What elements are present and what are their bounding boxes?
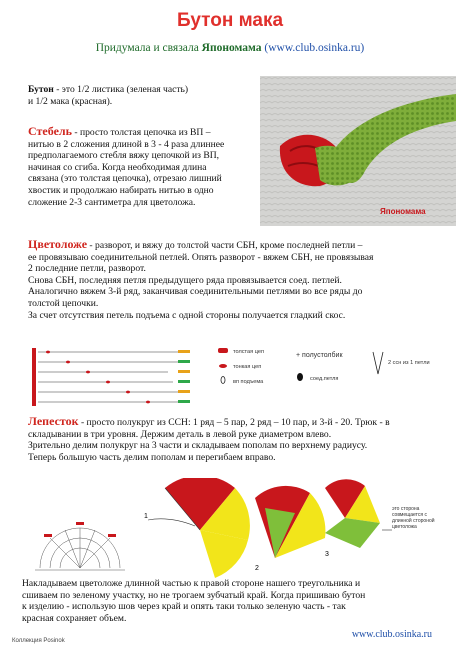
- fold-step-3: [325, 479, 392, 558]
- subtitle-author: Япономама: [201, 42, 262, 54]
- legend-vp: вп подъема: [233, 379, 264, 385]
- receptacle-section: [28, 239, 458, 321]
- intro-line1: - это 1/2 листика (зеленая часть): [53, 84, 189, 95]
- stem-line-1: нитью в 2 сложения длиной в 3 - 4 раза длиннее: [28, 138, 225, 150]
- receptacle-line-4: Аналогично вяжем 3-й ряд, заканчивая соединительными петлями во все ряды до: [28, 286, 363, 298]
- legend-thick: толстая цеп: [233, 349, 265, 355]
- stem-line-4: связана (это толстая цепочка), отрезаю лишний: [28, 173, 222, 185]
- closing-line-1: сшиваем по зеленому участку, но не трогаем зубчатый край. Когда пришиваю бутон: [22, 589, 366, 601]
- thin-chain-icon: [219, 364, 227, 368]
- petal-line-2: Зрительно делим полукруг на 3 части и складываем пополам по верхнему радиусу.: [28, 440, 368, 452]
- stem-line-6: сложение 2-3 сантиметра для цветоложа.: [28, 196, 196, 208]
- chain-diagram: [32, 348, 190, 406]
- fold-note: это сторона совмещается с длинной стороной цветоложа: [392, 506, 435, 530]
- intro-lead: Бутон: [28, 84, 54, 95]
- fold-step-2: [255, 486, 325, 572]
- legend-thin: тонкая цеп: [233, 364, 262, 370]
- petal-line-0: - просто полукруг из ССН: 1 ряд – 5 пар, 2 ряд – 10 пар, и 3-й - 20. Трюк - в: [78, 417, 390, 428]
- thick-chain-icon: [218, 348, 228, 353]
- subtitle-prefix: Придумала и связала: [95, 42, 202, 54]
- footer-site-link[interactable]: www.club.osinka.ru: [351, 629, 432, 640]
- footer-collection: Коллекция Posinok: [12, 638, 65, 644]
- subtitle-site[interactable]: (www.club.osinka.ru): [261, 42, 365, 54]
- receptacle-line-2: 2 последние петли, разворот.: [28, 263, 146, 275]
- photo-watermark: Япономама: [380, 207, 426, 216]
- arrow-icon: [148, 519, 195, 526]
- fold-step-1: [144, 478, 250, 578]
- subtitle: [0, 42, 460, 54]
- slip-stitch-icon: [297, 373, 303, 381]
- vp-icon: [221, 377, 225, 384]
- legend-sc: соед.петля: [310, 376, 339, 382]
- receptacle-line-1: ее провязываю соединительной петлей. Опять разворот - вяжем СБН, не провязывая: [28, 251, 374, 263]
- petal-line-3: Теперь большую часть делим пополам и перегибаем вправо.: [28, 451, 276, 463]
- petal-line-1: складывании в три уровня. Держим деталь в левой руке диаметром влево.: [28, 428, 332, 440]
- intro-line2: и 1/2 мака (красная).: [28, 95, 113, 107]
- stem-line-5: хвостик и продолжаю набирать нитью в одно: [28, 184, 214, 196]
- closing-line-3: красная сохраняет объем.: [22, 612, 127, 624]
- receptacle-line-5: толстой цепочки.: [28, 297, 99, 309]
- v-stitch-icon: [373, 352, 383, 374]
- fold-num-2: 2: [255, 565, 259, 572]
- intro-text: [28, 84, 258, 107]
- receptacle-heading: Цветоложе: [28, 237, 88, 251]
- legend-two: 2 ссн из 1 петли: [388, 360, 430, 366]
- receptacle-line-3: Снова СБН, последняя петля предыдущего ряда провязывается соед. петлей.: [28, 274, 342, 286]
- folding-diagram: [20, 478, 450, 578]
- petal-section: [28, 416, 458, 463]
- closing-line-2: к изделию - использую шов через край и опять таки только зеленую часть - так: [22, 601, 346, 613]
- bud-photo-illustration: [260, 76, 456, 226]
- legend-half: + полустолбик: [296, 352, 343, 359]
- stem-line-0: - просто толстая цепочка из ВП –: [71, 127, 211, 138]
- crochet-diagram: [28, 340, 448, 412]
- closing-section: [22, 578, 458, 624]
- fold-num-3: 3: [325, 551, 329, 558]
- closing-line-0: Накладываем цветоложе длинной частью к правой стороне нашего треугольника и: [22, 578, 361, 589]
- receptacle-line-0: - разворот, и вяжу до толстой части СБН, кроме последней петли –: [87, 240, 363, 251]
- bud-photo: [260, 76, 456, 226]
- stem-line-2: предполагаемого стебля вяжу цепочкой из ВП,: [28, 150, 220, 162]
- fold-num-1: 1: [144, 513, 148, 520]
- stem-section: [28, 126, 260, 208]
- legend: [218, 348, 430, 385]
- stem-line-3: начиная со сгиба. Когда необходимая длина: [28, 161, 207, 173]
- receptacle-line-6: За счет отсутствия петель подъема с одной стороны получается гладкий скос.: [28, 309, 346, 321]
- petal-chart: [35, 522, 125, 573]
- petal-heading: Лепесток: [28, 414, 79, 428]
- stem-heading: Стебель: [28, 124, 72, 138]
- page-title: Бутон мака: [176, 10, 284, 31]
